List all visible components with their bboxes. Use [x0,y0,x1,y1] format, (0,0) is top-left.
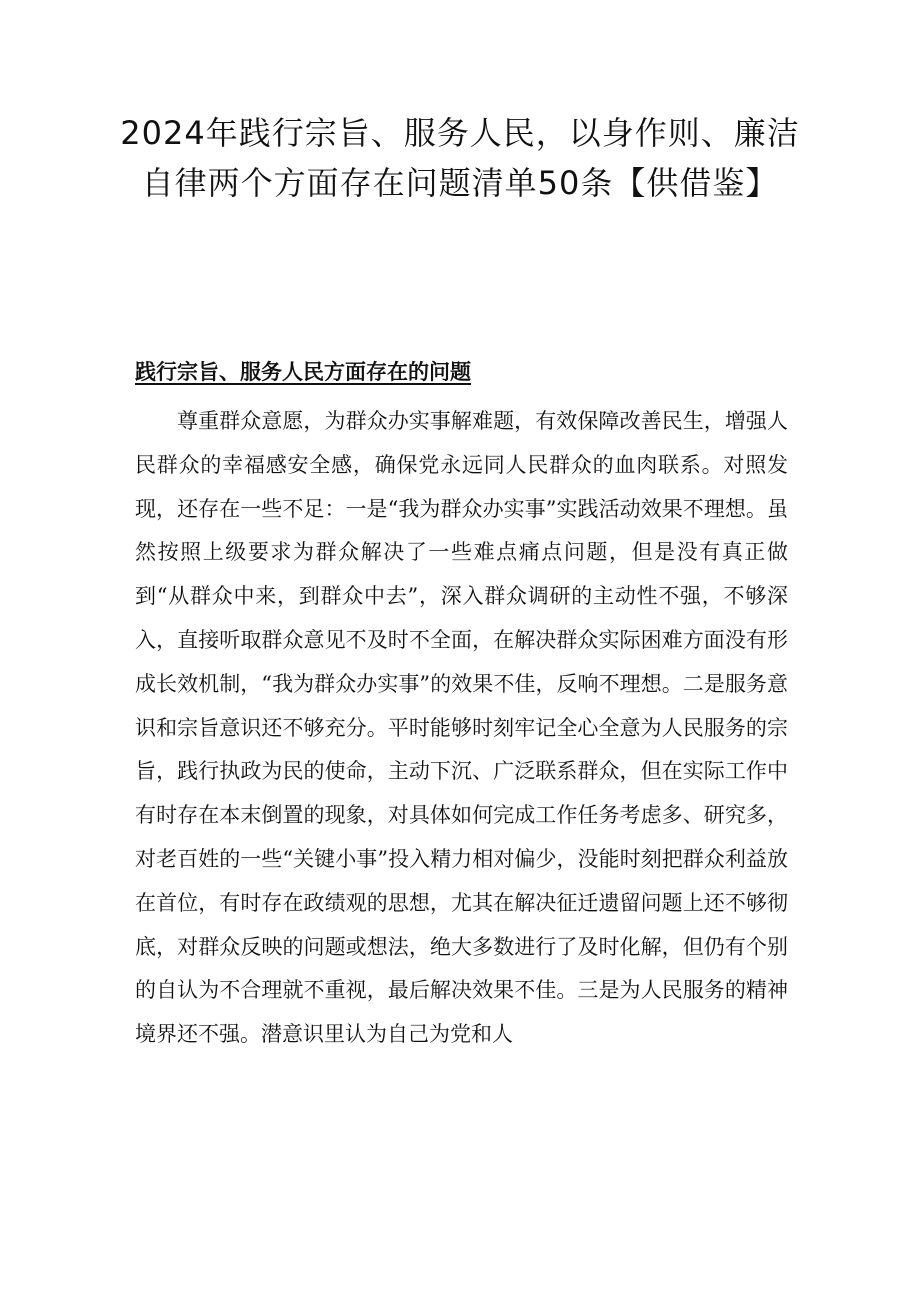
document-title: 2024年践行宗旨、服务人民，以身作则、廉洁自律两个方面存在问题清单50条【供借鉴】 [120,114,800,202]
body-paragraph: 尊重群众意愿，为群众办实事解难题，有效保障改善民生，增强人民群众的幸福感安全感，确保党永远同人民群众的血肉联系。对照发现，还存在一些不足：一是“我为群众办实事”实践活动效果不理想。虽然按照上级要求为群众解决了一些难点痛点问题，但是没有真正做到“从群众中来，到群众中去”，深入群众调研的主动性不强，不够深入，直接听取群众意见不及时不全面，在解决群众实际困难方面没有形成长效机制，“我为群众办实事”的效果不佳，反响不理想。二是服务意识和宗旨意识还不够充分。平时能够时刻牢记全心全意为人民服务的宗旨，践行执政为民的使命，主动下沉、广泛联系群众，但在实际工作中有时存在本末倒置的现象，对具体如何完成工作任务考虑多、研究多，对老百姓的一些“关键小事”投入精力相对偏少，没能时刻把群众利益放在首位，有时存在政绩观的思想，尤其在解决征迁遗留问题上还不够彻底，对群众反映的问题或想法，绝大多数进行了及时化解，但仍有个别的自认为不合理就不重视，最后解决效果不佳。三是为人民服务的精神境界还不强。潜意识里认为自己为党和人 [135,409,788,1047]
section-heading: 践行宗旨、服务人民方面存在的问题 [135,359,471,384]
